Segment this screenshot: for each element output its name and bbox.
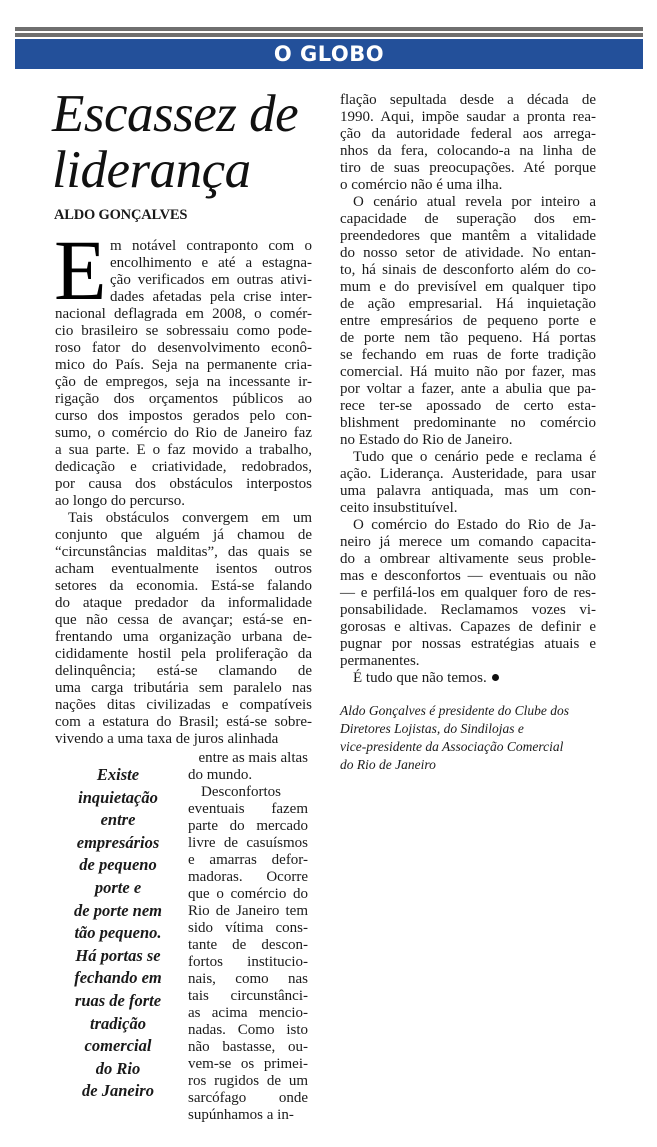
- author-bio: [340, 702, 620, 774]
- text-line: madoras. Ocorre: [188, 869, 308, 885]
- text-line: sido vítima cons-: [188, 920, 308, 936]
- headline: [52, 86, 298, 198]
- text-line: do nosso setor de atividade. No entan-: [340, 245, 596, 261]
- text-line: encolhimento e até a estagna-: [110, 255, 312, 271]
- text-line: ceito insubstituível.: [340, 500, 458, 516]
- text-line: flação sepultada desde a década de: [340, 92, 596, 108]
- text-line: sumo, o comércio do Rio de Janeiro faz: [55, 425, 312, 441]
- text-line: acham eventualmente isentos outros: [55, 561, 312, 577]
- text-line: que não cessa de avançar; está-se en-: [55, 612, 312, 628]
- bio-line: Diretores Lojistas, do Sindilojas e: [340, 721, 524, 736]
- text-line: cididamente hostil pela proliferação da: [55, 646, 312, 662]
- pull-quote-line: tão pequeno.: [74, 923, 162, 943]
- text-line: no Estado do Rio de Janeiro.: [340, 432, 513, 448]
- text-line: “circunstâncias malditas”, das quais se: [55, 544, 312, 560]
- text-line: dades afetadas pela crise inter-: [110, 289, 312, 305]
- text-line: nadas. Como isto: [188, 1022, 308, 1038]
- text-line: as acima mencio-: [188, 1005, 308, 1021]
- pull-quote-line: de porte nem: [74, 900, 162, 920]
- text-line: ponsabilidade. Reclamamos vozes vi-: [340, 602, 596, 618]
- text-line: setores da economia. Está-se falando: [55, 578, 312, 594]
- text-line: Desconfortos: [201, 784, 281, 800]
- text-line: cio brasileiro se sobressaiu como pode-: [55, 323, 312, 339]
- text-line: permanentes.: [340, 653, 420, 669]
- text-line: roso fator do desenvolvimento econô-: [55, 340, 312, 356]
- text-line: não bastasse, ou-: [188, 1039, 308, 1055]
- column-2: [340, 92, 596, 687]
- author-byline: ALDO GONÇALVES: [54, 207, 188, 223]
- text-line: nacional deflagrada em 2008, o comér-: [55, 306, 312, 322]
- text-line: pugnar por nossas estratégias atuais e: [340, 636, 596, 652]
- pull-quote-line: de pequeno: [79, 855, 157, 875]
- text-line: Rio de Janeiro tem: [188, 903, 308, 919]
- text-line: fortos institucio-: [188, 954, 308, 970]
- text-line: dedicação e criatividade, redobrados,: [55, 459, 312, 475]
- text-line: livre de casuísmos: [188, 835, 308, 851]
- text-line: parte do mercado: [188, 818, 308, 834]
- headline-line: liderança: [52, 141, 251, 199]
- text-line: capacidade de superação dos em-: [340, 211, 596, 227]
- text-line: uma palavra antiquada, mas um con-: [340, 483, 596, 499]
- pull-quote-line: ruas de forte: [74, 990, 162, 1010]
- drop-cap: E: [54, 222, 107, 318]
- text-line: tiro de suas preocupações. Até porque: [340, 160, 596, 176]
- text-line: entre empresários de pequeno porte e: [340, 313, 596, 329]
- pull-quote-line: fechando em: [74, 968, 162, 988]
- text-line: a sua parte. E o faz movido a trabalho,: [55, 442, 312, 458]
- text-line: por causa dos obstáculos interpostos: [55, 476, 312, 492]
- text-line: Tudo que o cenário pede e reclama é: [353, 449, 596, 465]
- text-line: ação. Liderança. Austeridade, para usar: [340, 466, 596, 482]
- text-line: supúnhamos a in-: [188, 1107, 294, 1123]
- pull-quote-line: comercial: [84, 1036, 152, 1056]
- end-mark-icon: [492, 674, 499, 681]
- pull-quote: [55, 764, 181, 1103]
- text-line: O cenário atual revela por inteiro a: [353, 194, 596, 210]
- text-line: por voltar a fazer, ante a abulia que pa-: [340, 381, 596, 397]
- text-line: ção de empregos, seja na incessante ir-: [55, 374, 312, 390]
- pull-quote-line: Existe: [96, 765, 140, 784]
- text-line: blishment predominante no comércio: [340, 415, 596, 431]
- text-line: ros rugidos de um: [188, 1073, 308, 1089]
- text-line: e amarras defor-: [188, 852, 308, 868]
- pull-quote-line: Há portas se: [75, 945, 161, 965]
- text-line: m notável contraponto com o: [110, 238, 312, 254]
- text-line: vem-se os primei-: [188, 1056, 308, 1072]
- text-line: nais, como nas: [188, 971, 308, 987]
- text-line: sarcófago onde: [188, 1090, 308, 1106]
- text-line: mum e do previsível em qualquer tipo: [340, 279, 596, 295]
- text-line: o comércio não é uma ilha.: [340, 177, 503, 193]
- text-line: do a ombrear altivamente seus proble-: [340, 551, 596, 567]
- text-line: Tais obstáculos convergem em um: [68, 510, 312, 526]
- masthead: O GLOBO: [15, 39, 643, 69]
- bio-line: vice-presidente da Associação Comercial: [340, 739, 564, 754]
- text-line: frentando uma organização urbana de-: [55, 629, 312, 645]
- text-line: entre as mais altas: [198, 750, 308, 766]
- column-1-narrow: [188, 750, 308, 1124]
- top-rule: [15, 33, 643, 37]
- pull-quote-line: inquietação: [78, 787, 158, 807]
- text-line: de ação empresarial. Há inquietação: [340, 296, 596, 312]
- text-line: gorosas e altivas. Capazes de definir e: [340, 619, 596, 635]
- bio-line: Aldo Gonçalves é presidente do Clube dos: [340, 703, 569, 718]
- text-line: do ataque predador da informalidade: [55, 595, 312, 611]
- pull-quote-line: tradição: [90, 1013, 146, 1033]
- text-line: preendedores que mantêm a vitalidade: [340, 228, 596, 244]
- text-line: do mundo.: [188, 767, 253, 783]
- text-line: de porte nem tão pequeno. Há portas: [340, 330, 596, 346]
- text-line: nhos da fera, colocando-a na linha de: [340, 143, 596, 159]
- text-line: se fechando em ruas de forte tradição: [340, 347, 596, 363]
- text-line: mas e desconfortos — eventuais ou não: [340, 568, 596, 584]
- pull-quote-line: do Rio: [95, 1058, 141, 1078]
- text-line: to, há sinais de desconforto além do co-: [340, 262, 596, 278]
- text-line: nações ditas civilizadas e compatíveis: [55, 697, 312, 713]
- text-line: vivendo a uma taxa de juros alinhada: [55, 731, 279, 747]
- text-line: que o comércio do: [188, 886, 308, 902]
- pull-quote-line: porte e: [94, 877, 142, 897]
- text-line: uma carga tributária sem paralelo nas: [55, 680, 312, 696]
- text-line: eventuais fazem: [188, 801, 308, 817]
- text-line: neiro já merece um comando capacita-: [340, 534, 596, 550]
- pull-quote-line: entre: [100, 810, 136, 830]
- text-line: É tudo que não temos.: [340, 670, 596, 687]
- top-rule: [15, 27, 643, 31]
- text-line: curso dos impostos gerados pelo con-: [55, 408, 312, 424]
- text-line: com a estatura do Brasil; está-se sobre-: [55, 714, 312, 730]
- text-line: ção da autoridade federal aos arrega-: [340, 126, 596, 142]
- text-line: rigação dos orçamentos públicos ao: [55, 391, 312, 407]
- text-line: ção verificados em outras ativi-: [110, 272, 312, 288]
- text-line: O comércio do Estado do Rio de Ja-: [353, 517, 596, 533]
- text-line: — e perfilá-los em qualquer foro de res-: [340, 585, 596, 601]
- text-line: conjunto que alguém já chamou de: [55, 527, 312, 543]
- pull-quote-line: de Janeiro: [82, 1081, 154, 1101]
- text-line: tais circunstânci-: [188, 988, 308, 1004]
- column-1: [55, 238, 312, 748]
- bio-line: do Rio de Janeiro: [340, 757, 436, 772]
- text-line: ao longo do percurso.: [55, 493, 185, 509]
- headline-line: Escassez de: [52, 85, 299, 143]
- text-line: delinquência; está-se clamando de: [55, 663, 312, 679]
- text-line: 1990. Aqui, impõe saudar a pronta rea-: [340, 109, 596, 125]
- text-line: mico do País. Seja na permanente cria-: [55, 357, 312, 373]
- text-line: tante de descon-: [188, 937, 308, 953]
- pull-quote-line: empresários: [76, 832, 160, 852]
- text-line: rece ter-se apossado de certo esta-: [340, 398, 596, 414]
- text-line: comercial. Há muito não por fazer, mas: [340, 364, 596, 380]
